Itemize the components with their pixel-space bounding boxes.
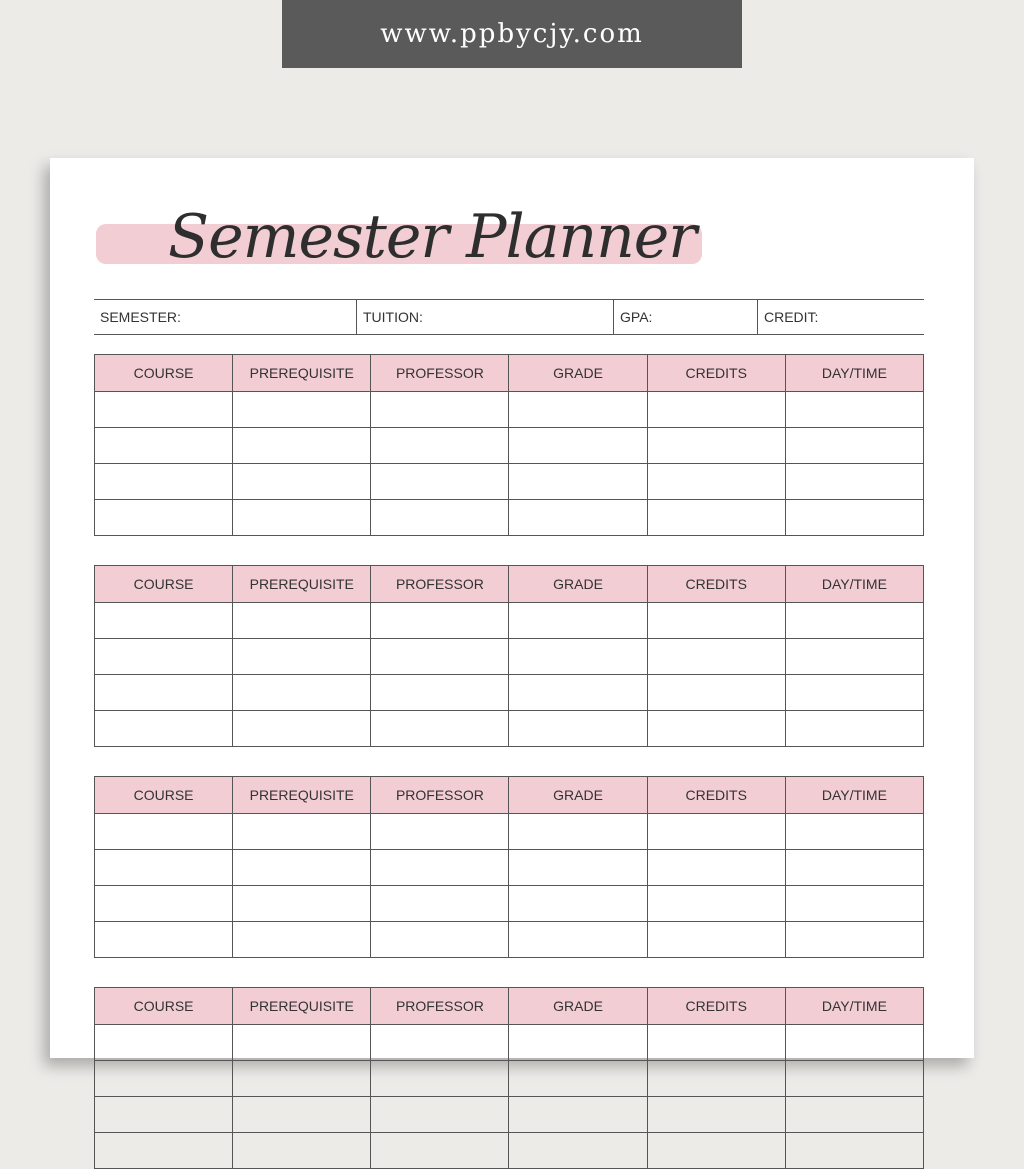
table-cell[interactable]: [95, 922, 233, 958]
table-cell[interactable]: [95, 500, 233, 536]
column-header: PROFESSOR: [371, 355, 509, 392]
website-url: www.ppbycjy.com: [380, 19, 644, 49]
table-cell[interactable]: [647, 886, 785, 922]
table-cell[interactable]: [647, 603, 785, 639]
table-row: [95, 850, 924, 886]
table-cell[interactable]: [509, 428, 647, 464]
table-cell[interactable]: [95, 464, 233, 500]
table-row: [95, 639, 924, 675]
column-header: PREREQUISITE: [233, 777, 371, 814]
column-header: PREREQUISITE: [233, 355, 371, 392]
table-header-row: [95, 988, 924, 1025]
table-cell[interactable]: [233, 500, 371, 536]
table-cell[interactable]: [233, 1097, 371, 1133]
table-cell[interactable]: [647, 500, 785, 536]
table-cell[interactable]: [371, 1133, 509, 1169]
column-header: GRADE: [509, 988, 647, 1025]
column-header: DAY/TIME: [785, 566, 923, 603]
tuition-field[interactable]: TUITION:: [356, 300, 613, 334]
table-row: [95, 392, 924, 428]
column-header: DAY/TIME: [785, 988, 923, 1025]
table-cell[interactable]: [509, 392, 647, 428]
table-cell[interactable]: [785, 392, 923, 428]
table-cell[interactable]: [95, 1133, 233, 1169]
table-cell[interactable]: [647, 850, 785, 886]
course-table: [94, 776, 924, 958]
table-cell[interactable]: [233, 922, 371, 958]
table-row: [95, 500, 924, 536]
gpa-field[interactable]: GPA:: [613, 300, 757, 334]
table-cell[interactable]: [785, 711, 923, 747]
page-title: Semester Planner: [168, 202, 696, 272]
table-cell[interactable]: [647, 464, 785, 500]
table-cell[interactable]: [233, 464, 371, 500]
table-cell[interactable]: [371, 850, 509, 886]
table-cell[interactable]: [509, 850, 647, 886]
table-cell[interactable]: [647, 1097, 785, 1133]
table-cell[interactable]: [785, 886, 923, 922]
table-cell[interactable]: [95, 886, 233, 922]
table-cell[interactable]: [371, 711, 509, 747]
column-header: DAY/TIME: [785, 777, 923, 814]
column-header: COURSE: [95, 355, 233, 392]
table-cell[interactable]: [95, 1097, 233, 1133]
table-cell[interactable]: [647, 428, 785, 464]
table-cell[interactable]: [233, 639, 371, 675]
table-cell[interactable]: [647, 1133, 785, 1169]
table-cell[interactable]: [785, 639, 923, 675]
table-cell[interactable]: [509, 603, 647, 639]
table-cell[interactable]: [785, 464, 923, 500]
table-cell[interactable]: [371, 500, 509, 536]
table-cell[interactable]: [371, 428, 509, 464]
table-header-row: [95, 777, 924, 814]
table-cell[interactable]: [785, 675, 923, 711]
table-row: [95, 1097, 924, 1133]
table-row: [95, 1061, 924, 1097]
column-header: PROFESSOR: [371, 566, 509, 603]
table-cell[interactable]: [371, 814, 509, 850]
table-cell[interactable]: [509, 711, 647, 747]
column-header: CREDITS: [647, 988, 785, 1025]
table-cell[interactable]: [647, 392, 785, 428]
table-cell[interactable]: [509, 639, 647, 675]
table-cell[interactable]: [371, 1097, 509, 1133]
table-cell[interactable]: [371, 464, 509, 500]
table-cell[interactable]: [785, 814, 923, 850]
table-row: [95, 711, 924, 747]
table-cell[interactable]: [371, 639, 509, 675]
column-header: PREREQUISITE: [233, 988, 371, 1025]
table-cell[interactable]: [509, 1061, 647, 1097]
table-row: [95, 464, 924, 500]
column-header: DAY/TIME: [785, 355, 923, 392]
table-cell[interactable]: [647, 711, 785, 747]
table-cell[interactable]: [509, 675, 647, 711]
table-header-row: [95, 355, 924, 392]
column-header: PROFESSOR: [371, 777, 509, 814]
column-header: COURSE: [95, 777, 233, 814]
table-cell[interactable]: [509, 1025, 647, 1061]
table-cell[interactable]: [647, 1025, 785, 1061]
table-cell[interactable]: [371, 603, 509, 639]
table-cell[interactable]: [647, 639, 785, 675]
table-cell[interactable]: [371, 675, 509, 711]
column-header: COURSE: [95, 566, 233, 603]
column-header: CREDITS: [647, 777, 785, 814]
website-banner: [282, 0, 742, 68]
table-cell[interactable]: [233, 814, 371, 850]
table-cell[interactable]: [509, 814, 647, 850]
table-cell[interactable]: [647, 922, 785, 958]
table-cell[interactable]: [509, 1097, 647, 1133]
table-cell[interactable]: [371, 1061, 509, 1097]
table-row: [95, 922, 924, 958]
course-table: [94, 565, 924, 747]
table-cell[interactable]: [371, 1025, 509, 1061]
table-cell[interactable]: [233, 850, 371, 886]
table-cell[interactable]: [371, 392, 509, 428]
table-cell[interactable]: [95, 639, 233, 675]
table-cell[interactable]: [785, 850, 923, 886]
table-cell[interactable]: [95, 711, 233, 747]
table-cell[interactable]: [785, 1097, 923, 1133]
table-row: [95, 1025, 924, 1061]
table-cell[interactable]: [647, 814, 785, 850]
column-header: PROFESSOR: [371, 988, 509, 1025]
table-cell[interactable]: [233, 675, 371, 711]
table-cell[interactable]: [371, 922, 509, 958]
info-row: [94, 299, 924, 335]
table-cell[interactable]: [509, 922, 647, 958]
table-cell[interactable]: [233, 428, 371, 464]
table-cell[interactable]: [509, 886, 647, 922]
table-cell[interactable]: [785, 1025, 923, 1061]
column-header: GRADE: [509, 566, 647, 603]
table-cell[interactable]: [233, 603, 371, 639]
table-header-row: [95, 566, 924, 603]
course-table: [94, 354, 924, 536]
table-cell[interactable]: [509, 464, 647, 500]
table-cell[interactable]: [95, 850, 233, 886]
table-cell[interactable]: [785, 922, 923, 958]
table-cell[interactable]: [95, 1061, 233, 1097]
table-cell[interactable]: [95, 392, 233, 428]
table-row: [95, 603, 924, 639]
table-cell[interactable]: [233, 392, 371, 428]
table-cell[interactable]: [95, 675, 233, 711]
table-cell[interactable]: [785, 1133, 923, 1169]
table-cell[interactable]: [95, 428, 233, 464]
table-row: [95, 814, 924, 850]
table-row: [95, 886, 924, 922]
course-table: [94, 987, 924, 1169]
table-cell[interactable]: [233, 1133, 371, 1169]
column-header: GRADE: [509, 355, 647, 392]
table-row: [95, 1133, 924, 1169]
column-header: COURSE: [95, 988, 233, 1025]
table-cell[interactable]: [233, 1025, 371, 1061]
table-cell[interactable]: [785, 603, 923, 639]
column-header: CREDITS: [647, 355, 785, 392]
table-cell[interactable]: [785, 1061, 923, 1097]
column-header: CREDITS: [647, 566, 785, 603]
credit-field[interactable]: CREDIT:: [757, 300, 924, 334]
planner-page: [50, 158, 974, 1058]
table-cell[interactable]: [233, 711, 371, 747]
table-cell[interactable]: [95, 1025, 233, 1061]
table-cell[interactable]: [509, 500, 647, 536]
table-cell[interactable]: [95, 814, 233, 850]
table-cell[interactable]: [509, 1133, 647, 1169]
table-cell[interactable]: [233, 1061, 371, 1097]
table-cell[interactable]: [785, 428, 923, 464]
table-row: [95, 428, 924, 464]
column-header: GRADE: [509, 777, 647, 814]
table-cell[interactable]: [647, 1061, 785, 1097]
column-header: PREREQUISITE: [233, 566, 371, 603]
table-cell[interactable]: [95, 603, 233, 639]
semester-field[interactable]: SEMESTER:: [100, 309, 181, 325]
table-cell[interactable]: [785, 500, 923, 536]
table-row: [95, 675, 924, 711]
table-cell[interactable]: [233, 886, 371, 922]
table-cell[interactable]: [647, 675, 785, 711]
table-cell[interactable]: [371, 886, 509, 922]
